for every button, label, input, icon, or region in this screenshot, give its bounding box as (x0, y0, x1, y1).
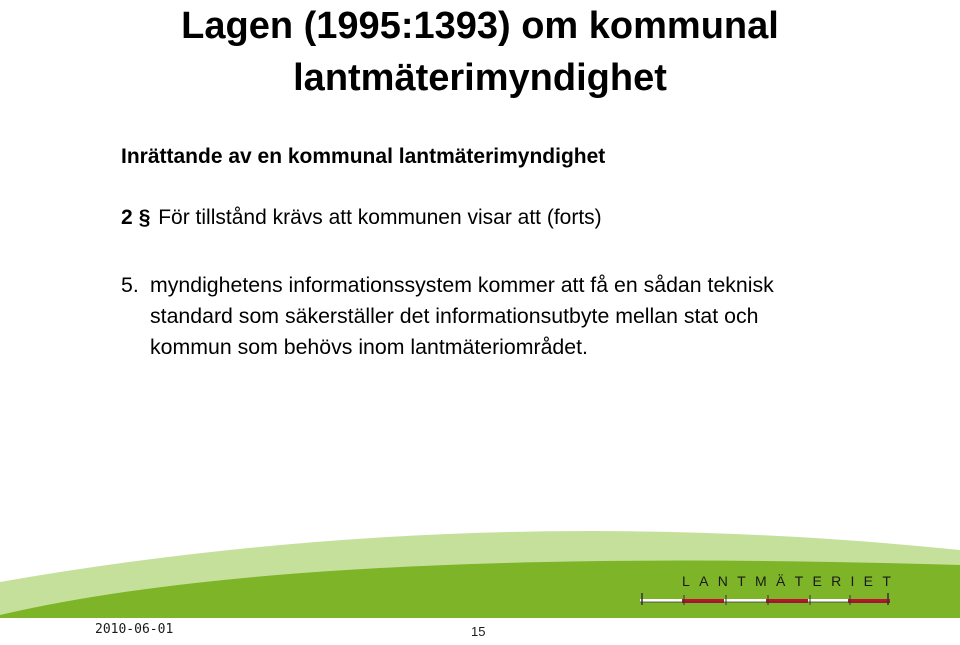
list-item-line: kommun som behövs inom lantmäteriområdet. (150, 335, 588, 359)
logo-text: LANTMÄTERIET (682, 573, 901, 589)
list-item-label: 5. (121, 273, 139, 297)
slide-title-line-1: Lagen (1995:1393) om kommunal (181, 5, 779, 47)
paragraph (121, 203, 602, 233)
slide-title (0, 0, 960, 104)
paragraph-text: För tillstånd krävs att kommunen visar att (forts) (158, 206, 602, 229)
paragraph-number: 2 (121, 206, 133, 229)
section-sign: § (138, 206, 151, 229)
list-item (121, 270, 941, 363)
slide-title-line-2: lantmäterimyndighet (293, 57, 667, 99)
list-item-line: myndighetens informationssystem kommer att få en sådan teknisk (150, 273, 774, 297)
section-heading: Inrättande av en kommunal lantmäterimyndighet (121, 145, 606, 168)
logo-ruler-icon (640, 593, 890, 607)
page-number: 15 (471, 624, 486, 639)
footer-date: 2010-06-01 (95, 622, 174, 637)
list-item-line: standard som säkerställer det informationsutbyte mellan stat och (150, 304, 759, 328)
